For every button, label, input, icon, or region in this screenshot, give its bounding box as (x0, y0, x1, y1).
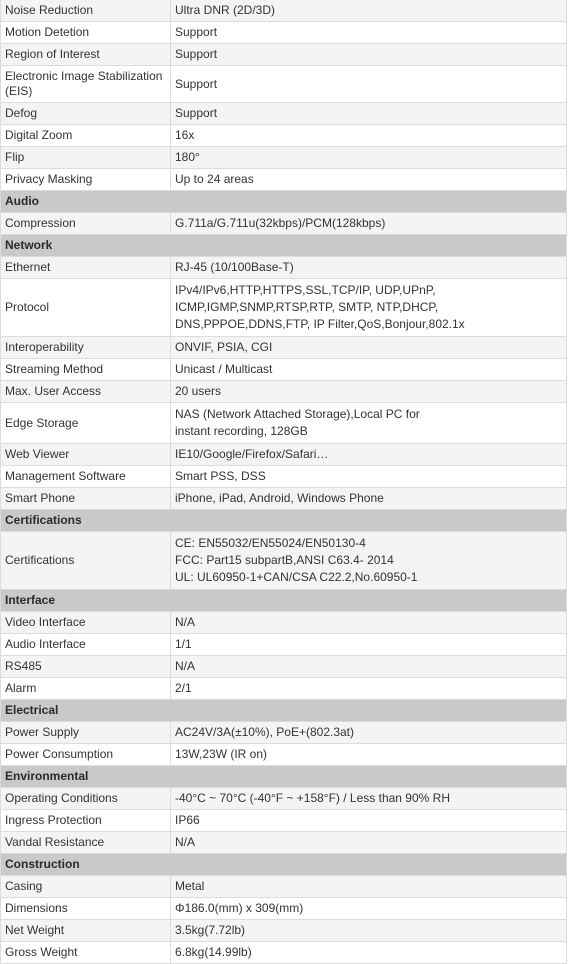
spec-value-line: 20 users (175, 384, 222, 398)
spec-value-line: IE10/Google/Firefox/Safari… (175, 447, 329, 461)
spec-value (171, 920, 567, 942)
spec-value (171, 942, 567, 964)
spec-value-line: N/A (175, 615, 196, 629)
spec-value (171, 532, 567, 590)
spec-value (171, 147, 567, 169)
spec-label: RS485 (1, 656, 171, 678)
spec-label: Interoperability (1, 337, 171, 359)
spec-label: Dimensions (1, 898, 171, 920)
spec-row (1, 788, 567, 810)
spec-row (1, 612, 567, 634)
spec-row (1, 634, 567, 656)
spec-label: Vandal Resistance (1, 832, 171, 854)
spec-value-line: 16x (175, 128, 195, 142)
spec-row (1, 147, 567, 169)
spec-value (171, 444, 567, 466)
spec-row (1, 337, 567, 359)
spec-label: Ethernet (1, 257, 171, 279)
spec-value-line: UL: UL60950-1+CAN/CSA C22.2,No.60950-1 (175, 570, 418, 584)
spec-row (1, 44, 567, 66)
spec-value-line: AC24V/3A(±10%), PoE+(802.3at) (175, 725, 355, 739)
spec-row (1, 66, 567, 103)
spec-value (171, 257, 567, 279)
spec-table-body (1, 0, 567, 964)
spec-label: Defog (1, 103, 171, 125)
spec-label: Management Software (1, 466, 171, 488)
spec-value-line: 6.8kg(14.99lb) (175, 945, 252, 959)
spec-row (1, 403, 567, 444)
spec-row (1, 810, 567, 832)
spec-label: Streaming Method (1, 359, 171, 381)
spec-label: Noise Reduction (1, 0, 171, 22)
spec-row (1, 257, 567, 279)
spec-value-line: N/A (175, 659, 196, 673)
spec-label: Edge Storage (1, 403, 171, 444)
spec-label: Privacy Masking (1, 169, 171, 191)
section-header (1, 854, 567, 876)
spec-row (1, 488, 567, 510)
spec-value-line: IP66 (175, 813, 200, 827)
spec-row (1, 876, 567, 898)
section-title: Audio (1, 191, 567, 213)
spec-value-line: Φ186.0(mm) x 309(mm) (175, 901, 304, 915)
spec-label: Electronic Image Stabilization (EIS) (1, 66, 171, 103)
section-title: Electrical (1, 700, 567, 722)
spec-value (171, 169, 567, 191)
spec-row (1, 744, 567, 766)
spec-label: Flip (1, 147, 171, 169)
spec-label: Power Supply (1, 722, 171, 744)
spec-value (171, 466, 567, 488)
spec-value (171, 0, 567, 22)
spec-label: Audio Interface (1, 634, 171, 656)
spec-value-line: Support (175, 47, 218, 61)
spec-value-line: Support (175, 106, 218, 120)
spec-value-line: Unicast / Multicast (175, 362, 273, 376)
section-header (1, 766, 567, 788)
spec-label: Protocol (1, 279, 171, 337)
spec-label: Max. User Access (1, 381, 171, 403)
spec-value (171, 612, 567, 634)
spec-label: Power Consumption (1, 744, 171, 766)
spec-row (1, 359, 567, 381)
spec-label: Casing (1, 876, 171, 898)
spec-row (1, 279, 567, 337)
spec-value (171, 381, 567, 403)
spec-label: Region of Interest (1, 44, 171, 66)
spec-value (171, 213, 567, 235)
spec-label: Compression (1, 213, 171, 235)
spec-value-line: IPv4/IPv6,HTTP,HTTPS,SSL,TCP/IP, UDP,UPnP, (175, 283, 436, 297)
spec-value (171, 788, 567, 810)
spec-value-line: Ultra DNR (2D/3D) (175, 3, 276, 17)
spec-value (171, 898, 567, 920)
section-header (1, 191, 567, 213)
spec-value-line: CE: EN55032/EN55024/EN50130-4 (175, 536, 366, 550)
section-title: Network (1, 235, 567, 257)
spec-row (1, 656, 567, 678)
spec-label: Certifications (1, 532, 171, 590)
spec-row (1, 213, 567, 235)
spec-value-line: ONVIF, PSIA, CGI (175, 340, 273, 354)
spec-value-line: Support (175, 76, 218, 91)
spec-label: Alarm (1, 678, 171, 700)
section-title: Construction (1, 854, 567, 876)
section-header (1, 590, 567, 612)
spec-label: Ingress Protection (1, 810, 171, 832)
spec-value (171, 656, 567, 678)
spec-value-line: FCC: Part15 subpartB,ANSI C63.4- 2014 (175, 553, 394, 567)
spec-value-line: 1/1 (175, 637, 192, 651)
spec-value (171, 337, 567, 359)
spec-value (171, 744, 567, 766)
spec-label: Digital Zoom (1, 125, 171, 147)
spec-row (1, 444, 567, 466)
spec-value-line: iPhone, iPad, Android, Windows Phone (175, 491, 384, 505)
spec-label: Smart Phone (1, 488, 171, 510)
spec-value (171, 876, 567, 898)
spec-value-line: -40°C ~ 70°C (-40°F ~ +158°F) / Less than 90% RH (175, 791, 450, 805)
section-header (1, 700, 567, 722)
spec-value-line: Smart PSS, DSS (175, 469, 266, 483)
spec-row (1, 898, 567, 920)
spec-value (171, 832, 567, 854)
section-header (1, 235, 567, 257)
section-title: Interface (1, 590, 567, 612)
spec-value-line: 180° (175, 150, 200, 164)
spec-value (171, 722, 567, 744)
spec-value (171, 359, 567, 381)
spec-value-line: Support (175, 25, 218, 39)
spec-value (171, 810, 567, 832)
spec-value-line: ICMP,IGMP,SNMP,RTSP,RTP, SMTP, NTP,DHCP, (175, 300, 439, 314)
spec-value-line: N/A (175, 835, 196, 849)
spec-value-line: G.711a/G.711u(32kbps)/PCM(128kbps) (175, 216, 386, 230)
spec-row (1, 466, 567, 488)
spec-value (171, 22, 567, 44)
spec-label: Operating Conditions (1, 788, 171, 810)
spec-value-line: NAS (Network Attached Storage),Local PC for (175, 407, 420, 421)
spec-label: Gross Weight (1, 942, 171, 964)
spec-value (171, 403, 567, 444)
spec-row (1, 532, 567, 590)
spec-value (171, 125, 567, 147)
spec-row (1, 22, 567, 44)
spec-value-line: Metal (175, 879, 205, 893)
spec-row (1, 942, 567, 964)
spec-row (1, 0, 567, 22)
spec-value-line: instant recording, 128GB (175, 424, 308, 438)
spec-label: Motion Detetion (1, 22, 171, 44)
spec-row (1, 381, 567, 403)
spec-value-line: Up to 24 areas (175, 172, 254, 186)
spec-value-line: DNS,PPPOE,DDNS,FTP, IP Filter,QoS,Bonjour,802.1x (175, 317, 465, 331)
spec-value-line: RJ-45 (10/100Base-T) (175, 260, 294, 274)
section-title: Environmental (1, 766, 567, 788)
spec-value (171, 488, 567, 510)
spec-row (1, 678, 567, 700)
spec-row (1, 169, 567, 191)
spec-row (1, 832, 567, 854)
spec-value (171, 634, 567, 656)
spec-label: Web Viewer (1, 444, 171, 466)
spec-value-line: 13W,23W (IR on) (175, 747, 268, 761)
spec-value-line: 3.5kg(7.72lb) (175, 923, 246, 937)
spec-value-line: 2/1 (175, 681, 192, 695)
spec-value (171, 678, 567, 700)
spec-row (1, 920, 567, 942)
spec-value (171, 279, 567, 337)
spec-value (171, 44, 567, 66)
spec-row (1, 125, 567, 147)
section-header (1, 510, 567, 532)
spec-row (1, 722, 567, 744)
spec-label: Net Weight (1, 920, 171, 942)
spec-row (1, 103, 567, 125)
spec-value (171, 66, 567, 103)
spec-value (171, 103, 567, 125)
spec-label: Video Interface (1, 612, 171, 634)
section-title: Certifications (1, 510, 567, 532)
